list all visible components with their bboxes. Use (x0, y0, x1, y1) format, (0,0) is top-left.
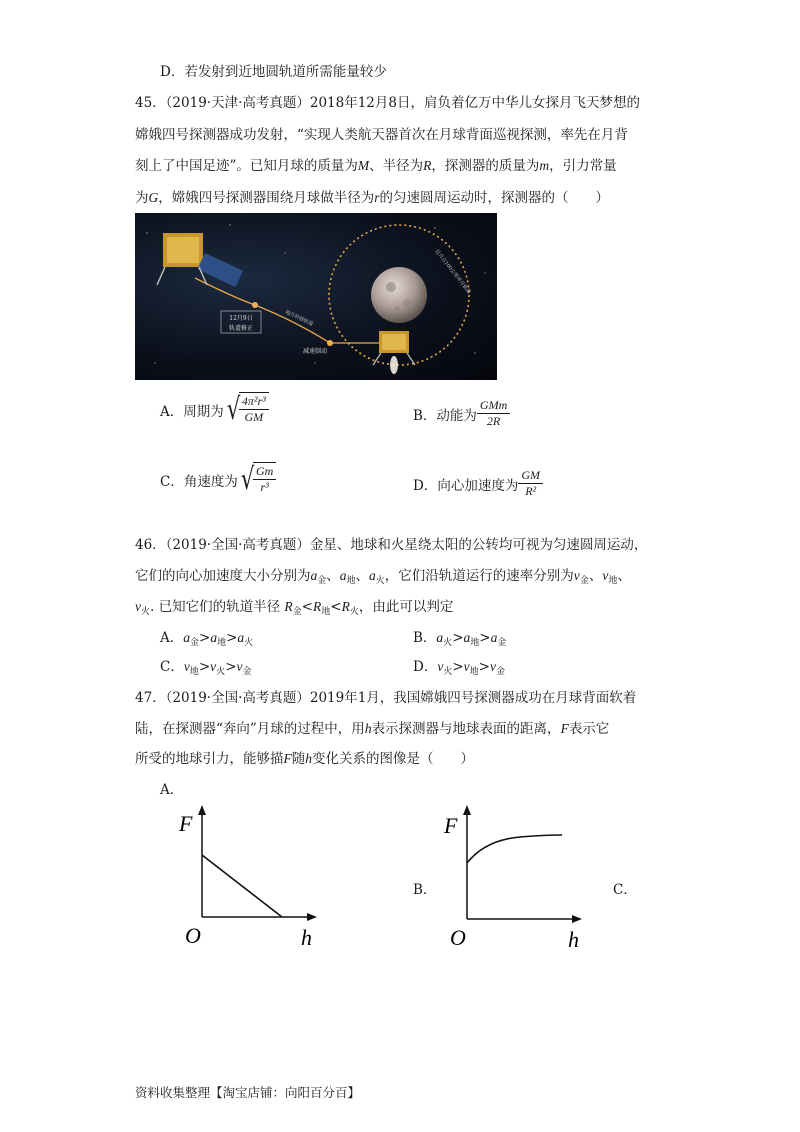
q45-option-c: C．角速度为 √ $\frac{Gm}{\text{r³}}$ (160, 462, 276, 498)
q47-option-c-label: C． (613, 882, 637, 898)
q45-option-a: A．周期为 √ $\frac{\text{4π²r³}}{GM}$ (160, 392, 269, 428)
page-footer: 资料收集整理【淘宝店铺：向阳百分百】 (135, 1085, 361, 1100)
graph-b-axis-F: F (444, 813, 458, 838)
q47-option-a-label: A． (160, 782, 184, 798)
q47-graph-b (440, 805, 590, 955)
q47-stem-line3: 所受的地球引力，能够描F随h变化关系的图像是（ ） (135, 751, 474, 767)
orbit-illustration (135, 213, 497, 380)
correction-point (252, 302, 258, 308)
q44-option-d: D．若发射到近地圆轨道所需能量较少 (160, 64, 387, 80)
q45-stem-line4: 为G，嫦娥四号探测器围绕月球做半径为r的匀速圆周运动时，探测器的（ ） (135, 190, 610, 206)
graph-a-origin: O (185, 923, 201, 948)
q47-stem-line1: 47．（2019·全国·高考真题）2019年1月，我国嫦娥四号探测器成功在月球背面软着 (135, 690, 637, 706)
probe-right (373, 331, 415, 374)
graph-a-line (202, 855, 282, 917)
label-brake: 减速制动 (302, 348, 328, 355)
graph-b-curve (467, 835, 562, 863)
q46-option-c: C．$v_地>v_火>v_金$ (160, 659, 252, 677)
graph-b-origin: O (450, 925, 466, 950)
brake-point (327, 340, 333, 346)
graph-b-axis-h: h (568, 927, 579, 952)
q45-stem-line2: 嫦娥四号探测器成功发射，“实现人类航天器首次在月球背面巡视探测，率先在月背 (135, 127, 628, 143)
change4-orbit-photo (135, 213, 497, 380)
q46-stem-line3: $v_火$. 已知它们的轨道半径 $R_金<R_地<R_火$，由此可以判定 (135, 599, 454, 617)
q46-option-b: B．$a_火>a_地>a_金$ (413, 630, 507, 648)
q47-option-b-label: B． (413, 882, 437, 898)
q46-stem-line2: 它们的向心加速度大小分别为$a_金$、$a_地$、$a_火$，它们沿轨道运行的速率分别为$v_金$、$v_地$、 (135, 568, 631, 586)
graph-a-axis-h: h (301, 925, 312, 950)
graph-a-axis-F: F (179, 811, 193, 836)
probe-left (157, 233, 243, 287)
q45-stem-line1: 45．（2019·天津·高考真题）2018年12月8日，肩负着亿万中华儿女探月飞天梦想的 (135, 95, 640, 111)
label-orbit-adjust: 轨道修正 (228, 325, 254, 332)
q47-graph-a (175, 805, 325, 955)
q47-stem-line2: 陆，在探测器“奔向”月球的过程中，用h表示探测器与地球表面的距离，F表示它 (135, 721, 610, 737)
q46-stem-line1: 46．（2019·全国·高考真题）金星、地球和火星绕太阳的公转均可视为匀速圆周运动， (135, 537, 648, 553)
label-lunar-orbit: 近月点100公里环月轨道 (433, 248, 472, 296)
label-date: 12月9日 (229, 315, 253, 322)
q45-option-d: D．向心加速度为 $\frac{GM}{\text{R²}}$ (413, 468, 543, 499)
q45-option-b: B．动能为 $\frac{\text{GMm}}{2R}$ (413, 398, 510, 429)
label-transfer: 地月转移轨道 (284, 309, 314, 328)
q46-option-d: D．$v_火>v_地>v_金$ (413, 659, 505, 677)
q45-stem-line3: 刻上了中国足迹”。已知月球的质量为M、半径为R，探测器的质量为m，引力常量 (135, 158, 617, 174)
moon (371, 267, 427, 323)
q46-option-a: A．$a_金>a_地>a_火$ (160, 630, 254, 648)
